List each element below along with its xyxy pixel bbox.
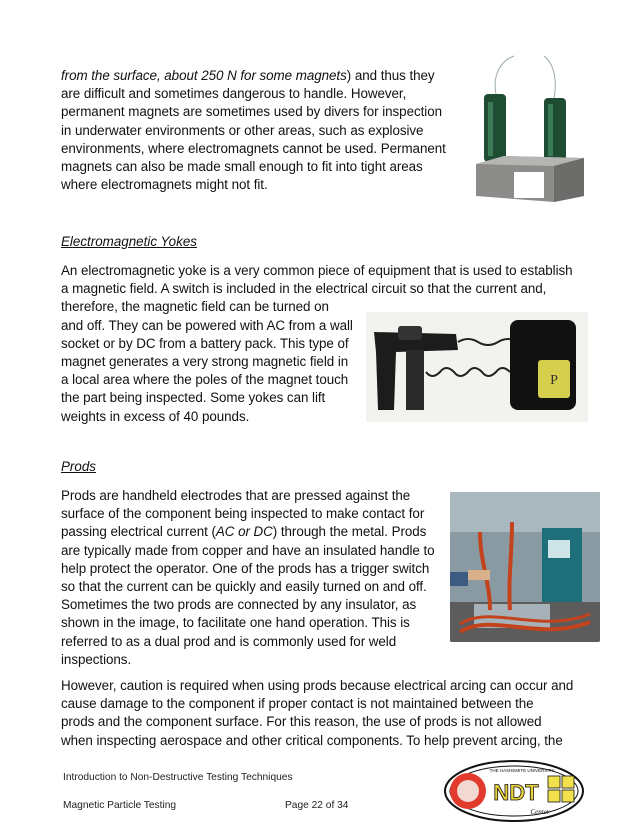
italic-fragment: from the surface, about 250 N for some magnets xyxy=(61,68,347,83)
section-heading-prods: Prods xyxy=(61,459,96,474)
logo-sub-text: Center xyxy=(530,808,550,816)
italic-fragment: AC or DC xyxy=(215,524,273,540)
ndt-center-logo xyxy=(444,760,584,822)
logo-brand-text: NDT xyxy=(493,780,539,805)
svg-text:P: P xyxy=(550,373,558,388)
prods-image xyxy=(450,492,600,642)
logo-university-text: THE HASHEMITE UNIVERSITY xyxy=(489,768,555,773)
electromagnetic-yoke-image xyxy=(366,312,588,422)
prods-paragraph: Prods are handheld electrodes that are pressed against the surface of the component being inspected to make contact for passing electrical current (AC or DC) through the metal. Prods are typically made from copper and have an insulated handle to help protect the operator. One of the prods has a trigger switch so that the current can be quickly and easily turned on and off. Sometimes the two prods are connected by any insulator, as shown in the image, to facilitate one hand operation. This is referred to as a dual prod and is commonly used for weld inspections. xyxy=(61,488,435,667)
footer-chapter: Magnetic Particle Testing xyxy=(63,800,177,811)
section-heading-yokes: Electromagnetic Yokes xyxy=(61,234,197,249)
footer-title: Introduction to Non-Destructive Testing Techniques xyxy=(63,772,293,783)
yokes-paragraph: An electromagnetic yoke is a very common piece of equipment that is used to establish a magnetic field. A switch is included in the electrical circuit so that the current and, therefore, the magnetic field can be turned on and off. They can be powered with AC from a wall socket or by DC from a battery pack. This type of magnet generates a very strong magnetic field in a local area where the poles of the magnet touch the part being inspected. Some yokes can lift weights in excess of 40 pounds. xyxy=(61,263,573,424)
footer-page-number: Page 22 of 34 xyxy=(285,800,349,811)
permanent-magnet-image xyxy=(474,54,586,204)
intro-paragraph: from the surface, about 250 N for some magnets) and thus they are difficult and sometimes dangerous to handle. However, permanent magnets are sometimes used by divers for inspection in underwater environments or other areas, such as explosive environments, where electromagnets cannot be used. Permanent magnets can also be made small enough to fit into tight areas where electromagnets might not fit. xyxy=(61,68,446,193)
prods-caution-paragraph: However, caution is required when using prods because electrical arcing can occur and cause damage to the component if proper contact is not maintained between the prods and the component surface. For this reason, the use of prods is not allowed when inspecting aerospace and other critical components. To help prevent arcing, the xyxy=(61,678,574,748)
